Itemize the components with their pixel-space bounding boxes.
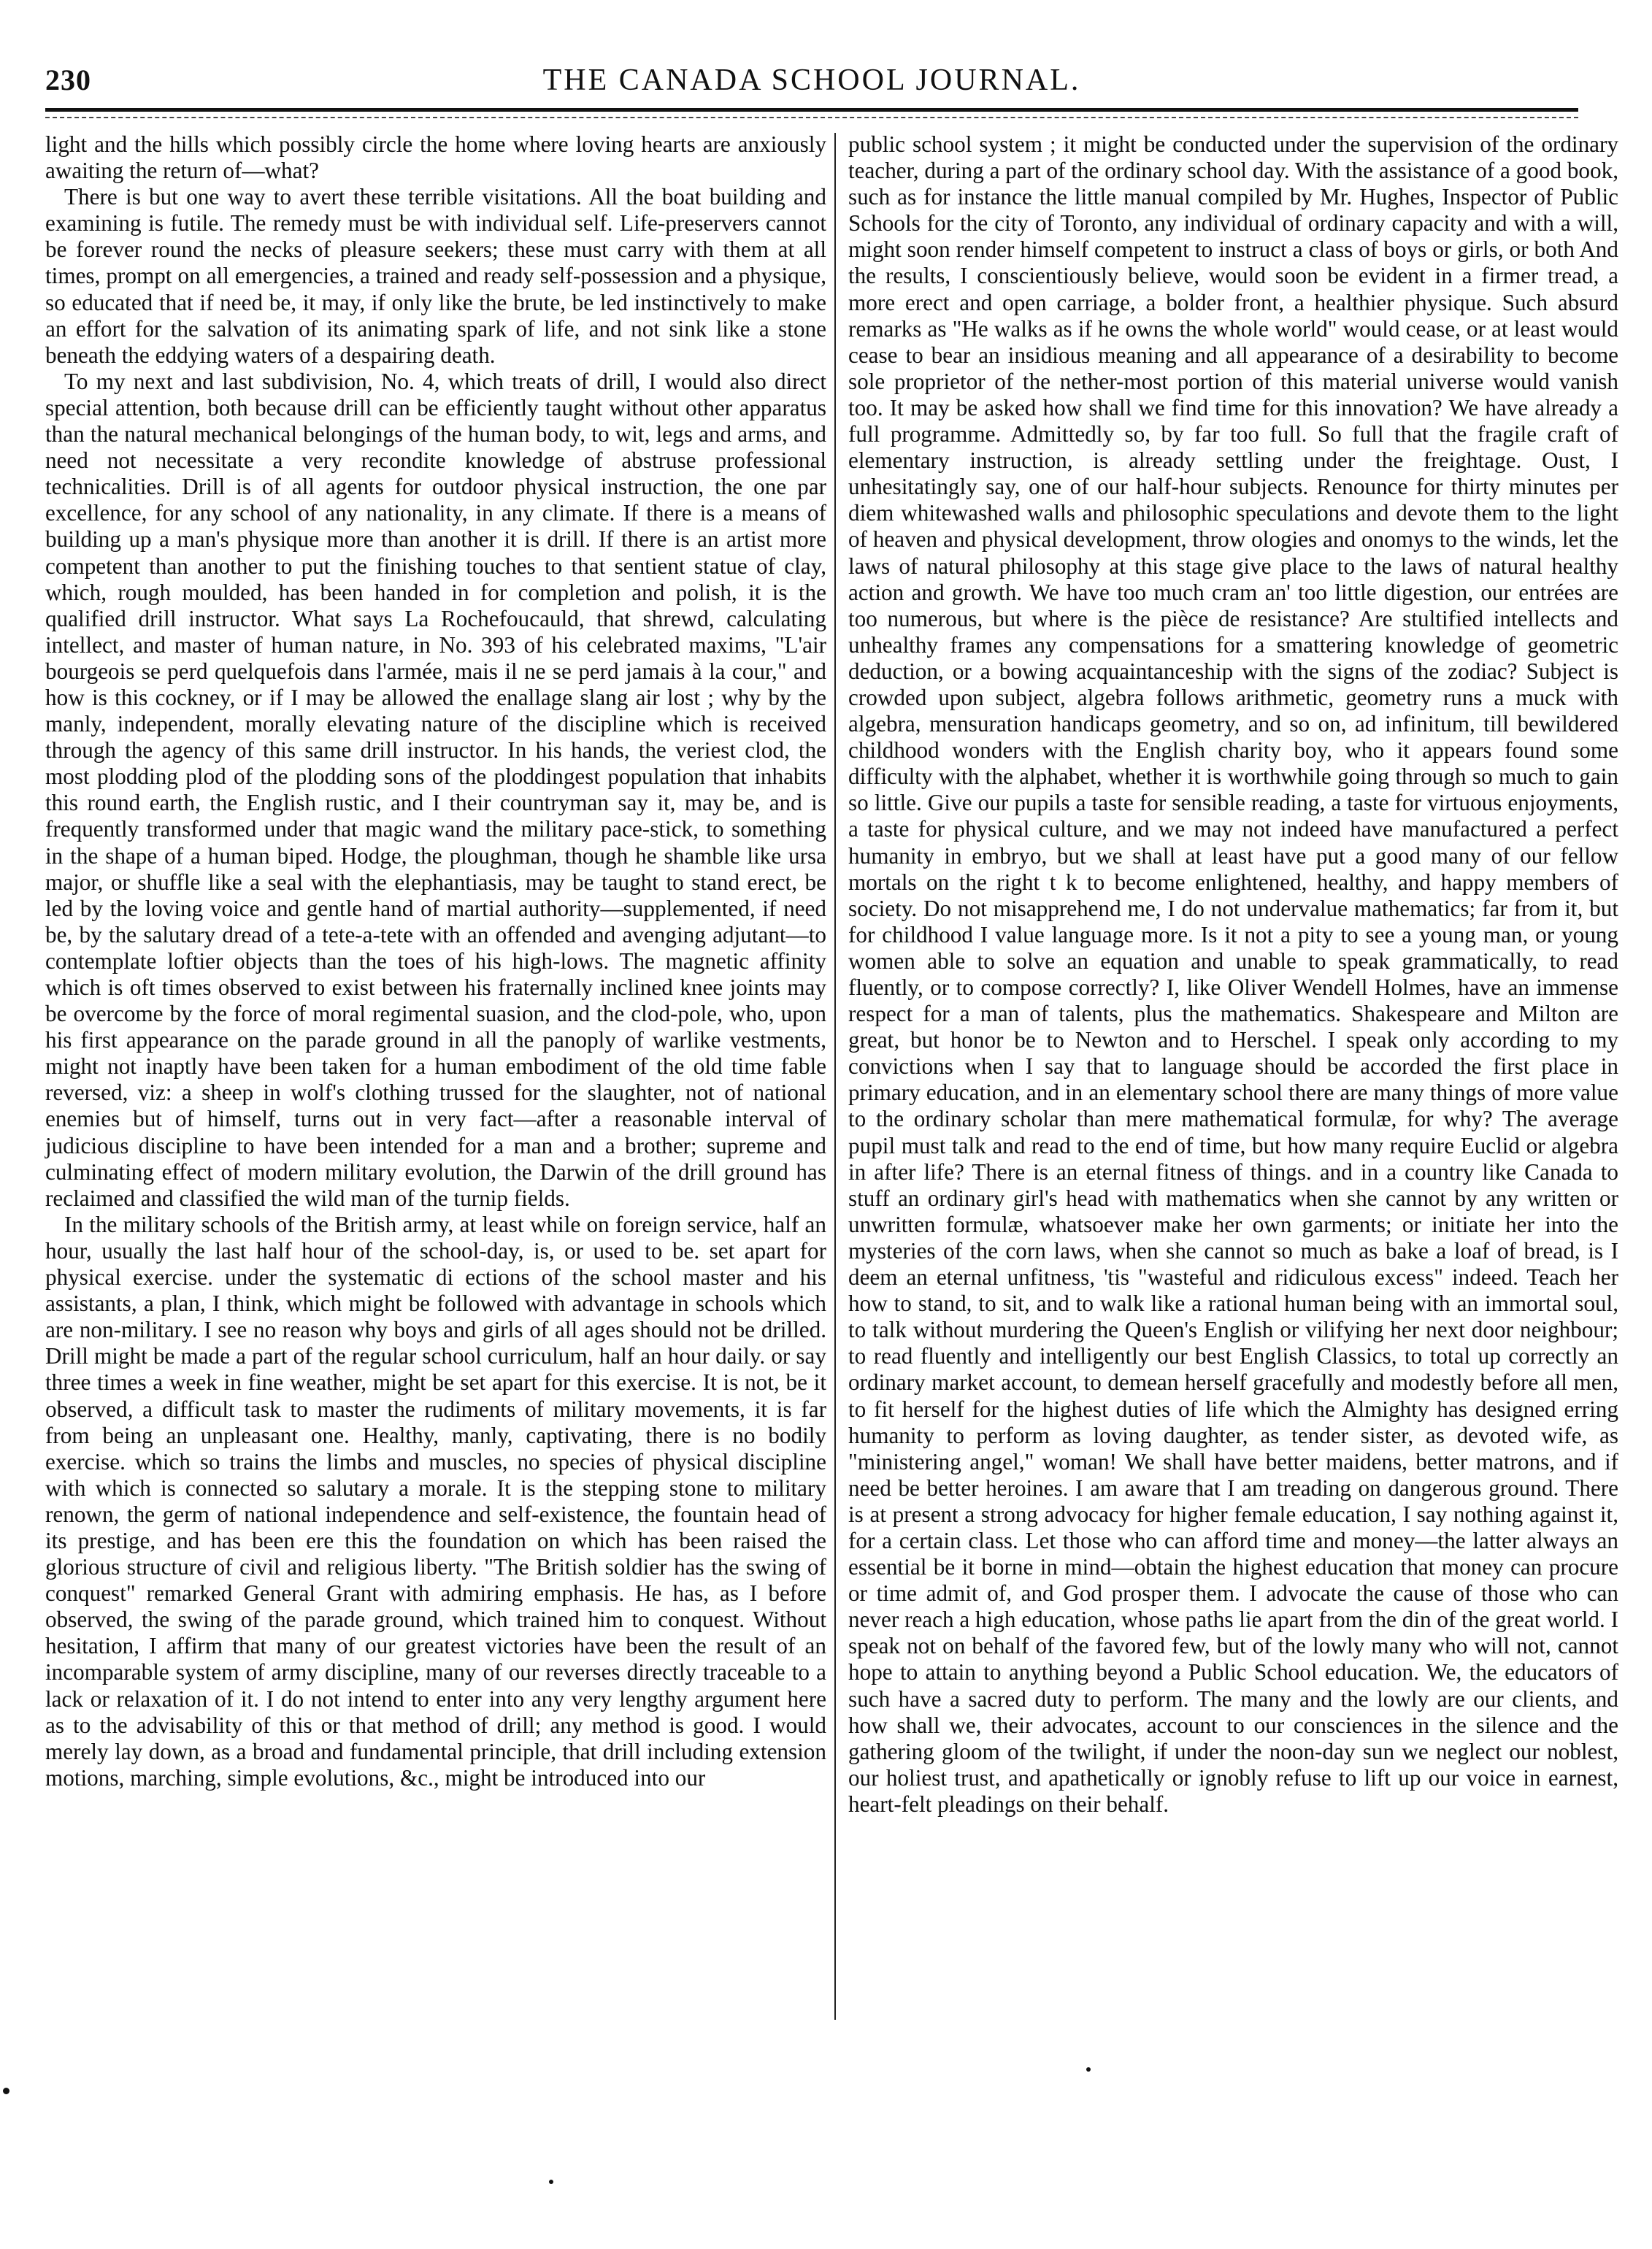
paragraph: There is but one way to avert these terrible visitations. All the boat building and examining is futile. The remedy must be with individual self. Life-preservers cannot be forever round the necks of pleasure seekers; these must carry with them at all times, prompt on all emergencies, a trained and ready self-possession and a physique, so educated that if need be, it may, if only like the brute, be led instinctively to make an effort for the salvation of its animating spark of life, and not sink like a stone beneath the eddying waters of a despairing death.: [45, 184, 826, 368]
header-rule-secondary: [45, 117, 1578, 118]
page-speck: [1086, 2067, 1091, 2072]
paragraph: In the military schools of the British army, at least while on foreign service, half an hour, usually the last half hour of the school-day, is, or used to be. set apart for physical exercise. under the systematic di ections of the school master and his assistants, a plan, I think, which might be followed with advantage in schools which are non-military. I see no reason why boys and girls of all ages should not be drilled. Drill might be made a part of the regular school curriculum, half an hour daily. or say three times a week in fine weather, might be set apart for this exercise. It is not, be it observed, a difficult task to master the rudiments of military movements, it is far from being an unpleasant one. Healthy, manly, captivating, there is no bodily exercise. which so trains the limbs and muscles, no species of physical discipline with which is connected so salutary a morale. It is the stepping stone to military renown, the germ of national independence and self-existence, the fountain head of its prestige, and has been ere this the foundation on which has been raised the glorious structure of civil and religious liberty. "The British soldier has the swing of conquest" remarked General Grant with admiring emphasis. He has, as I before observed, the swing of the parade ground, which trained him to conquest. Without hesitation, I affirm that many of our greatest victories have been the result of an incomparable system of army discipline, many of our reverses directly traceable to a lack or relaxation of it. I do not intend to enter into any very lengthy argument here as to the advisability of this or that method of drill; any method is good. I would merely lay down, as a broad and fundamental principle, that drill including extension motions, marching, simple evolutions, &c., might be introduced into our: [45, 1211, 826, 1791]
column-divider: [834, 133, 836, 2020]
journal-title: THE CANADA SCHOOL JOURNAL.: [542, 64, 1081, 97]
page-speck: [3, 2088, 9, 2094]
page-speck: [549, 2180, 553, 2184]
right-column: [848, 131, 1618, 1818]
page-number: 230: [45, 64, 91, 96]
paragraph: public school system ; it might be conducted under the supervision of the ordinary teacher, during a part of the ordinary school day. With the assistance of a good book, such as for instance the little manual compiled by Mr. Hughes, Inspector of Public Schools for the city of Toronto, any individual of ordinary capacity and with a will, might soon render himself competent to instruct a class of boys or girls, or both And the results, I conscientiously believe, would soon be evident in a firmer tread, a more erect and open carriage, a bolder front, a healthier physique. Such absurd remarks as "He walks as if he owns the whole world" would cease, or at least would cease to bear an insidious meaning and all appearance of a desirability to become sole proprietor of the nether-most portion of this material universe would vanish too. It may be asked how shall we find time for this innovation? We have already a full programme. Admittedly so, by far too full. So full that the fragile craft of elementary instruction, is already settling under the freightage. Oust, I unhesitatingly say, one of our half-hour subjects. Renounce for thirty minutes per diem whitewashed walls and philosophic speculations and devote them to the light of heaven and physical development, throw ologies and onomys to the winds, let the laws of natural philosophy at this stage give place to the laws of natural healthy action and growth. We have too much cram an' too little digestion, our entrées are too numerous, but where is the pièce de resistance? Are stultified intellects and unhealthy frames any compensations for a smattering knowledge of geometric deduction, or a bowing acquaintanceship with the signs of the zodiac? Subject is crowded upon subject, algebra follows arithmetic, geometry runs a muck with algebra, mensuration handicaps geometry, and so on, ad infinitum, till bewildered childhood wonders with the English charity boy, who it appears found some difficulty with the alphabet, whether it is worthwhile going through so much to gain so little. Give our pupils a taste for sensible reading, a taste for virtuous enjoyments, a taste for physical culture, and we may not indeed have manufactured a perfect humanity in embryo, but we shall at least have put a good many of our fellow mortals on the right t k to become enlightened, healthy, and happy members of society. Do not misapprehend me, I do not undervalue mathematics; far from it, but for childhood I value language more. Is it not a pity to see a young man, or young women able to solve an equation and unable to speak grammatically, to read fluently, or to compose correctly? I, like Oliver Wendell Holmes, have an immense respect for a man of talents, plus the mathematics. Shakespeare and Milton are great, but honor be to Newton and to Herschel. I speak only according to my convictions when I say that to language should be accorded the first place in primary education, and in an elementary school there are many things of more value to the ordinary scholar than mere mathematical formulæ, for why? The average pupil must talk and read to the end of time, but how many require Euclid or algebra in after life? There is an eternal fitness of things. and in a country like Canada to stuff an ordinary girl's head with mathematics when she cannot by any written or unwritten formulæ, whatsoever make her own garments; or initiate her into the mysteries of the corn laws, when she cannot so much as bake a loaf of bread, is I deem an eternal unfitness, 'tis "wasteful and ridiculous excess" indeed. Teach her how to stand, to sit, and to walk like a rational human being with an immortal soul, to talk without murdering the Queen's English or vilifying her next door neighbour; to read fluently and intelligently our best English Classics, to total up correctly an ordinary market account, to demean herself gracefully and modestly before all men, to fit herself for the highest duties of life which the Almighty has designed erring humanity to perform as loving daughter, as tender sister, as devoted wife, as "ministering angel," woman! We shall have better maidens, better matrons, and if need be better heroines. I am aware that I am treading on dangerous ground. There is at present a strong advocacy for higher female education, I say nothing against it, for a certain class. Let those who can afford time and money—the latter always an essential be it borne in mind—obtain the highest education that money can procure or time admit of, and God prosper them. I advocate the cause of those who can never reach a high education, whose paths lie apart from the din of the great world. I speak not on behalf of the favored few, but of the lowly many who will not, cannot hope to attain to anything beyond a Public School education. We, the educators of such have a sacred duty to perform. The many and the lowly are our clients, and how shall we, their advocates, account to our consciences in the silence and the gathering gloom of the twilight, if under the noon-day sun we neglect our noblest, our holiest trust, and apathetically or ignobly refuse to lift up our voice in earnest, heart-felt pleadings on their behalf.: [848, 131, 1618, 1817]
paragraph: light and the hills which possibly circle the home where loving hearts are anxiously awaiting the return of—what?: [45, 131, 826, 184]
page-header: [45, 63, 1578, 114]
header-rule: [45, 108, 1578, 112]
left-column: [45, 131, 826, 1791]
paragraph: To my next and last subdivision, No. 4, which treats of drill, I would also direct special attention, both because drill can be efficiently taught without other apparatus than the natural mechanical belongings of the human body, to wit, legs and arms, and need not necessitate a very recondite knowledge of abstruse professional technicalities. Drill is of all agents for outdoor physical instruction, the one par excellence, for any school of any nationality, in any climate. If there is a means of building up a man's physique more than another it is drill. If there is an artist more competent than another to put the finishing touches to that sentient statue of clay, which, rough moulded, has been handed in for completion and polish, it is the qualified drill instructor. What says La Rochefoucauld, that shrewd, calculating intellect, and master of human nature, in No. 393 of his celebrated maxims, "L'air bourgeois se perd quelquefois dans l'armée, mais il ne se perd jamais à la cour," and how is this cockney, or if I may be allowed the enallage slang air lost ; why by the manly, independent, morally elevating nature of the discipline which is received through the agency of this same drill instructor. In his hands, the veriest clod, the most plodding plod of the plodding sons of the ploddingest population that inhabits this round earth, the English rustic, and I their countryman say it, may be, and is frequently transformed under that magic wand the military pace-stick, to something in the shape of a human biped. Hodge, the ploughman, though he shamble like ursa major, or shuffle like a seal with the elephantiasis, may be taught to stand erect, be led by the loving voice and gentle hand of martial authority—supplemented, if need be, by the salutary dread of a tete-a-tete with an offended and avenging adjutant—to contemplate loftier objects than the toes of his high-lows. The magnetic affinity which is oft times observed to exist between his fraternally inclined knee joints may be overcome by the force of moral regimental suasion, and the clod-pole, who, upon his first appearance on the parade ground in all the panoply of warlike vestments, might not inaptly have been taken for a human embodiment of the old time fable reversed, viz: a sheep in wolf's clothing trussed for the slaughter, not of national enemies but of himself, turns out in very fact—after a reasonable interval of judicious discipline to have been intended for a man and a brother; supreme and culminating effect of modern military evolution, the Darwin of the drill ground has reclaimed and classified the wild man of the turnip fields.: [45, 368, 826, 1211]
